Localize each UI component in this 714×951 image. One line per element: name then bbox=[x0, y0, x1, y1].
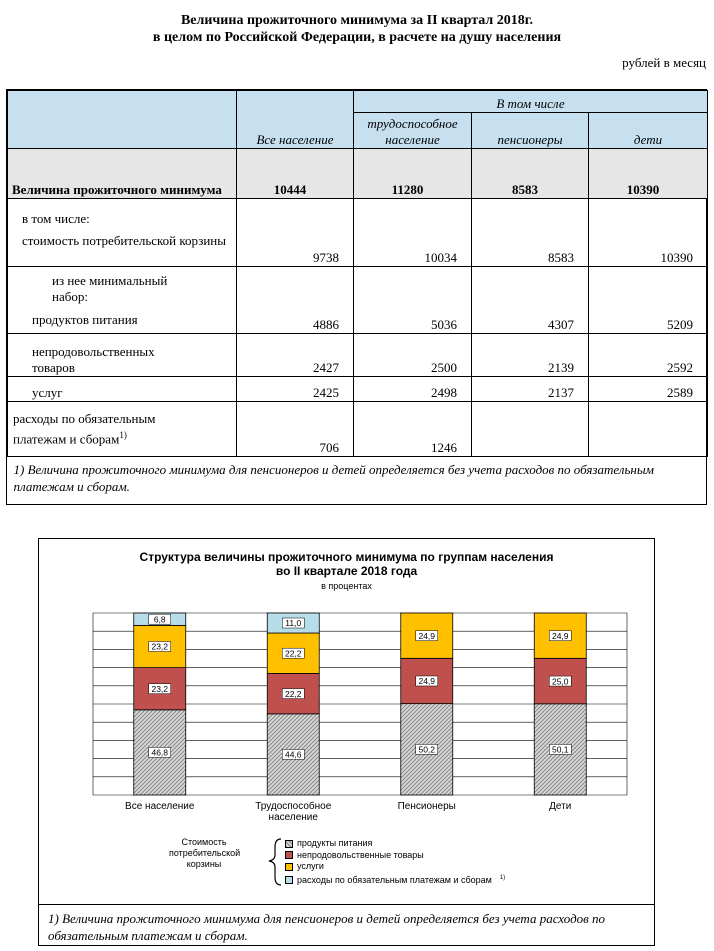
data-label: 44,6 bbox=[284, 749, 302, 760]
cell-pens: 4307 bbox=[472, 267, 589, 334]
data-label: 46,8 bbox=[151, 747, 169, 758]
category-label: население bbox=[268, 812, 318, 823]
header-incl: В том числе bbox=[354, 91, 708, 113]
data-label: 24,9 bbox=[551, 630, 569, 641]
chart-footnote: 1) Величина прожиточного минимума для пенсионеров и детей определяется без учета расходов по обязательным платежам и сборам. bbox=[48, 911, 606, 943]
header-kids: дети bbox=[589, 113, 708, 149]
category-label: Пенсионеры bbox=[397, 801, 456, 812]
table-footnote-row bbox=[8, 457, 708, 502]
data-label: 22,2 bbox=[284, 688, 302, 699]
row-label bbox=[8, 402, 237, 457]
cell-all: 4886 bbox=[237, 267, 354, 334]
cell-pens: 8583 bbox=[472, 149, 589, 199]
cell-pens bbox=[472, 402, 589, 457]
cell-work: 5036 bbox=[354, 267, 472, 334]
table-footnote-cell bbox=[8, 457, 708, 502]
legend-brace bbox=[263, 837, 287, 887]
chart-title bbox=[39, 550, 654, 578]
cell-kids: 2589 bbox=[589, 377, 708, 402]
chart-title-line-2: во II квартале 2018 года bbox=[275, 564, 418, 578]
legend-swatch bbox=[285, 876, 293, 884]
category-label: Все население bbox=[125, 801, 195, 812]
data-table-frame bbox=[6, 89, 707, 505]
legend-group-label: Стоимость потребительской корзины bbox=[169, 837, 241, 869]
chart-title-line-1: Структура величины прожиточного минимума по группам населения bbox=[139, 550, 554, 564]
table-row bbox=[8, 267, 708, 334]
table-footnote: 1) Величина прожиточного минимума для пенсионеров и детей определяется без учета расходов по обязательным платежам и сборам. bbox=[13, 462, 654, 494]
legend-swatch bbox=[285, 863, 293, 871]
row-label-food: продуктов питания bbox=[32, 312, 138, 327]
data-label: 24,9 bbox=[418, 630, 436, 641]
category-label: Трудоспособное bbox=[255, 801, 332, 812]
chart-frame bbox=[38, 538, 655, 946]
row-label bbox=[8, 199, 237, 267]
row-label: Величина прожиточного минимума bbox=[8, 149, 237, 199]
cell-pens: 2137 bbox=[472, 377, 589, 402]
data-table bbox=[7, 90, 708, 501]
cell-kids bbox=[589, 402, 708, 457]
cell-pens: 8583 bbox=[472, 199, 589, 267]
row-sublabel: в том числе: bbox=[22, 211, 90, 226]
data-label: 25,0 bbox=[551, 676, 569, 687]
data-label: 23,2 bbox=[151, 683, 169, 694]
cell-work: 2500 bbox=[354, 334, 472, 377]
legend-swatch bbox=[285, 840, 293, 848]
row-label: непродовольственных товаров bbox=[8, 334, 237, 377]
legend-footnote-mark: 1) bbox=[499, 874, 506, 881]
legend-label: расходы по обязательным платежам и сборам bbox=[297, 874, 492, 885]
cell-work: 1246 bbox=[354, 402, 472, 457]
legend-item bbox=[285, 861, 505, 873]
cell-kids: 2592 bbox=[589, 334, 708, 377]
data-label: 23,2 bbox=[151, 641, 169, 652]
row-label: услуг bbox=[8, 377, 237, 402]
title-line-2: в целом по Российской Федерации, в расчете на душу населения bbox=[152, 30, 562, 45]
row-label bbox=[8, 267, 237, 334]
category-label: Дети bbox=[549, 801, 572, 812]
data-label: 11,0 bbox=[285, 618, 302, 629]
title-line-1: Величина прожиточного минимума за II квартал 2018г. bbox=[180, 13, 534, 28]
header-pens: пенсионеры bbox=[472, 113, 589, 149]
legend-swatch bbox=[285, 851, 293, 859]
table-row bbox=[8, 149, 708, 199]
footnote-mark: 1) bbox=[119, 430, 127, 440]
units-label: рублей в месяц bbox=[622, 55, 706, 70]
data-label: 24,9 bbox=[418, 676, 436, 687]
data-label: 6,8 bbox=[153, 614, 166, 625]
page-title bbox=[0, 12, 714, 46]
table-row bbox=[8, 199, 708, 267]
cell-work: 11280 bbox=[354, 149, 472, 199]
cell-pens: 2139 bbox=[472, 334, 589, 377]
data-label: 50,1 bbox=[551, 744, 569, 755]
legend-label: продукты питания bbox=[297, 838, 373, 848]
header-work: трудоспособное население bbox=[354, 113, 472, 149]
data-label: 22,2 bbox=[284, 648, 302, 659]
header-all: Все население bbox=[237, 91, 354, 149]
cell-all: 2425 bbox=[237, 377, 354, 402]
table-row bbox=[8, 377, 708, 402]
chart-footnote-divider bbox=[38, 904, 655, 905]
legend-item bbox=[285, 873, 505, 887]
data-label: 50,2 bbox=[418, 744, 436, 755]
cell-kids: 5209 bbox=[589, 267, 708, 334]
row-label-basket: стоимость потребительской корзины bbox=[22, 233, 226, 248]
table-row bbox=[8, 402, 708, 457]
cell-all: 10444 bbox=[237, 149, 354, 199]
row-sublabel: из нее минимальный набор: bbox=[52, 273, 168, 304]
row-label-text: расходы по обязательным платежам и сборам bbox=[13, 411, 156, 447]
table-row bbox=[8, 334, 708, 377]
cell-all: 2427 bbox=[237, 334, 354, 377]
cell-work: 10034 bbox=[354, 199, 472, 267]
header-empty bbox=[8, 91, 237, 149]
chart-legend bbox=[285, 838, 505, 886]
legend-label: непродовольственные товары bbox=[297, 849, 424, 860]
chart-subtitle: в процентах bbox=[321, 581, 372, 591]
cell-all: 9738 bbox=[237, 199, 354, 267]
legend-item bbox=[285, 838, 505, 850]
cell-kids: 10390 bbox=[589, 199, 708, 267]
cell-all: 706 bbox=[237, 402, 354, 457]
cell-work: 2498 bbox=[354, 377, 472, 402]
cell-kids: 10390 bbox=[589, 149, 708, 199]
legend-label: услуги bbox=[297, 861, 324, 871]
legend-item bbox=[285, 850, 505, 862]
